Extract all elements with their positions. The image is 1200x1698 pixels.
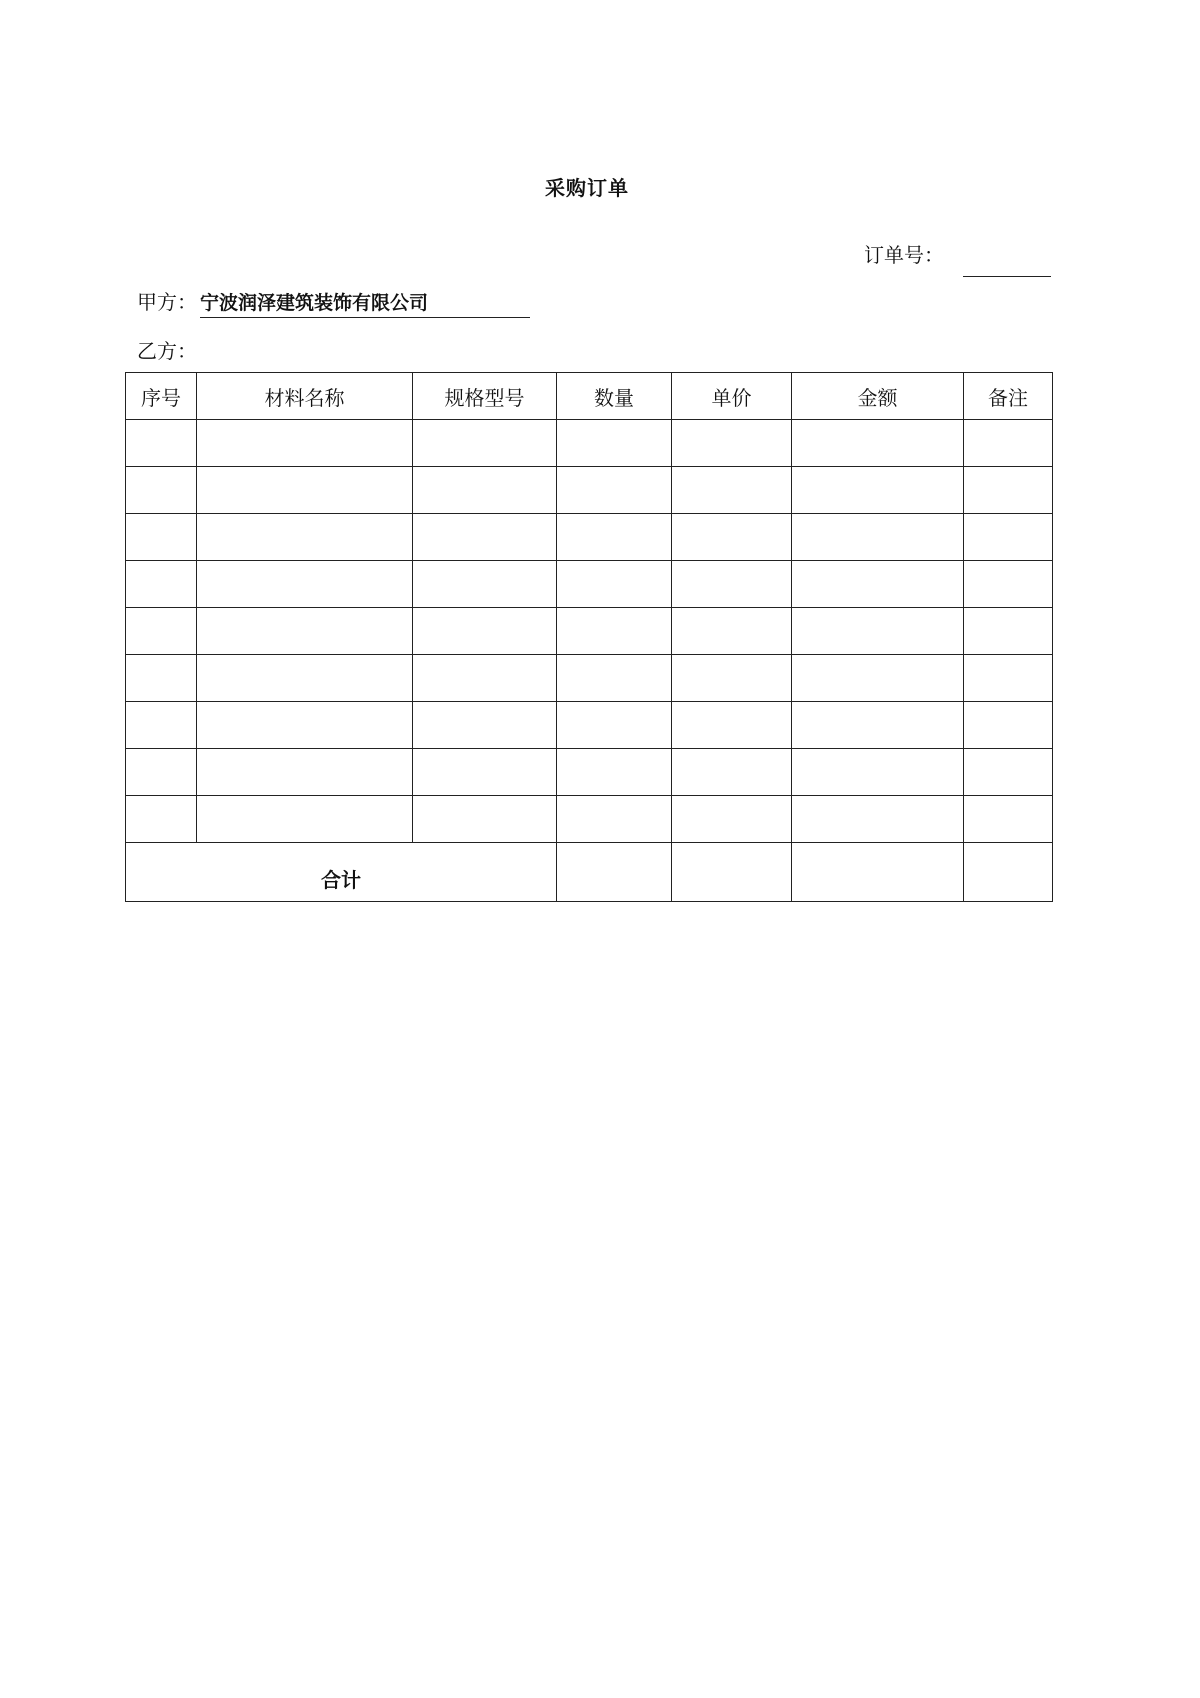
table-cell[interactable] [792, 514, 964, 561]
table-cell[interactable] [792, 561, 964, 608]
table-cell[interactable] [197, 702, 413, 749]
table-cell[interactable] [557, 561, 672, 608]
party-a-label: 甲方： [137, 290, 197, 314]
table-row [126, 655, 1053, 702]
table-header-row [126, 373, 1053, 420]
table-cell[interactable] [964, 702, 1053, 749]
table-cell[interactable] [557, 702, 672, 749]
table-cell[interactable] [672, 702, 792, 749]
table-cell[interactable] [792, 420, 964, 467]
header-index: 序号 [126, 373, 197, 420]
table-cell[interactable] [197, 420, 413, 467]
table-cell[interactable] [792, 796, 964, 843]
header-remark: 备注 [964, 373, 1053, 420]
table-cell[interactable] [197, 608, 413, 655]
table-cell[interactable] [672, 655, 792, 702]
table-cell[interactable] [413, 796, 557, 843]
table-cell[interactable] [413, 514, 557, 561]
table-cell[interactable] [964, 561, 1053, 608]
table-cell[interactable] [964, 608, 1053, 655]
table-cell[interactable] [126, 702, 197, 749]
table-cell[interactable] [557, 796, 672, 843]
order-number-field[interactable] [963, 276, 1051, 277]
table-cell[interactable] [792, 655, 964, 702]
table-cell[interactable] [126, 749, 197, 796]
party-b-label: 乙方： [137, 339, 197, 363]
table-cell[interactable] [197, 749, 413, 796]
header-spec-model: 规格型号 [413, 373, 557, 420]
table-cell[interactable] [672, 467, 792, 514]
table-cell[interactable] [197, 561, 413, 608]
table-cell[interactable] [413, 608, 557, 655]
table-cell[interactable] [672, 514, 792, 561]
order-number-label: 订单号： [864, 243, 944, 267]
header-material-name: 材料名称 [197, 373, 413, 420]
table-row [126, 702, 1053, 749]
table-cell[interactable] [672, 796, 792, 843]
table-cell[interactable] [557, 608, 672, 655]
table-cell[interactable] [126, 420, 197, 467]
header-amount: 金额 [792, 373, 964, 420]
table-cell[interactable] [197, 655, 413, 702]
table-row [126, 608, 1053, 655]
table-cell[interactable] [964, 749, 1053, 796]
table-row [126, 796, 1053, 843]
total-remark-cell[interactable] [964, 843, 1053, 902]
table-cell[interactable] [557, 749, 672, 796]
table-row [126, 467, 1053, 514]
table-cell[interactable] [672, 749, 792, 796]
header-unit-price: 单价 [672, 373, 792, 420]
table-row [126, 561, 1053, 608]
table-cell[interactable] [126, 561, 197, 608]
total-quantity-cell[interactable] [557, 843, 672, 902]
party-a-value[interactable]: 宁波润泽建筑装饰有限公司 [200, 288, 530, 318]
header-quantity: 数量 [557, 373, 672, 420]
table-cell[interactable] [964, 467, 1053, 514]
table-cell[interactable] [792, 608, 964, 655]
table-cell[interactable] [964, 655, 1053, 702]
table-cell[interactable] [792, 467, 964, 514]
table-cell[interactable] [413, 420, 557, 467]
total-row [126, 843, 1053, 902]
total-label: 合计 [126, 843, 557, 902]
table-cell[interactable] [126, 514, 197, 561]
total-unit-price-cell[interactable] [672, 843, 792, 902]
table-row [126, 420, 1053, 467]
table-cell[interactable] [197, 514, 413, 561]
table-row [126, 749, 1053, 796]
table-cell[interactable] [413, 467, 557, 514]
table-cell[interactable] [413, 655, 557, 702]
table-cell[interactable] [557, 420, 672, 467]
table-cell[interactable] [964, 514, 1053, 561]
table-cell[interactable] [126, 655, 197, 702]
table-cell[interactable] [964, 796, 1053, 843]
table-cell[interactable] [197, 467, 413, 514]
table-cell[interactable] [672, 561, 792, 608]
table-cell[interactable] [672, 608, 792, 655]
table-cell[interactable] [557, 655, 672, 702]
table-cell[interactable] [413, 749, 557, 796]
table-cell[interactable] [964, 420, 1053, 467]
table-cell[interactable] [672, 420, 792, 467]
table-cell[interactable] [413, 561, 557, 608]
table-cell[interactable] [126, 608, 197, 655]
table-cell[interactable] [792, 749, 964, 796]
total-amount-cell[interactable] [792, 843, 964, 902]
table-cell[interactable] [557, 467, 672, 514]
page-title: 采购订单 [545, 176, 629, 200]
table-row [126, 514, 1053, 561]
table-cell[interactable] [557, 514, 672, 561]
table-cell[interactable] [792, 702, 964, 749]
table-cell[interactable] [413, 702, 557, 749]
table-cell[interactable] [126, 796, 197, 843]
table-cell[interactable] [126, 467, 197, 514]
table-cell[interactable] [197, 796, 413, 843]
order-table [125, 372, 1053, 902]
